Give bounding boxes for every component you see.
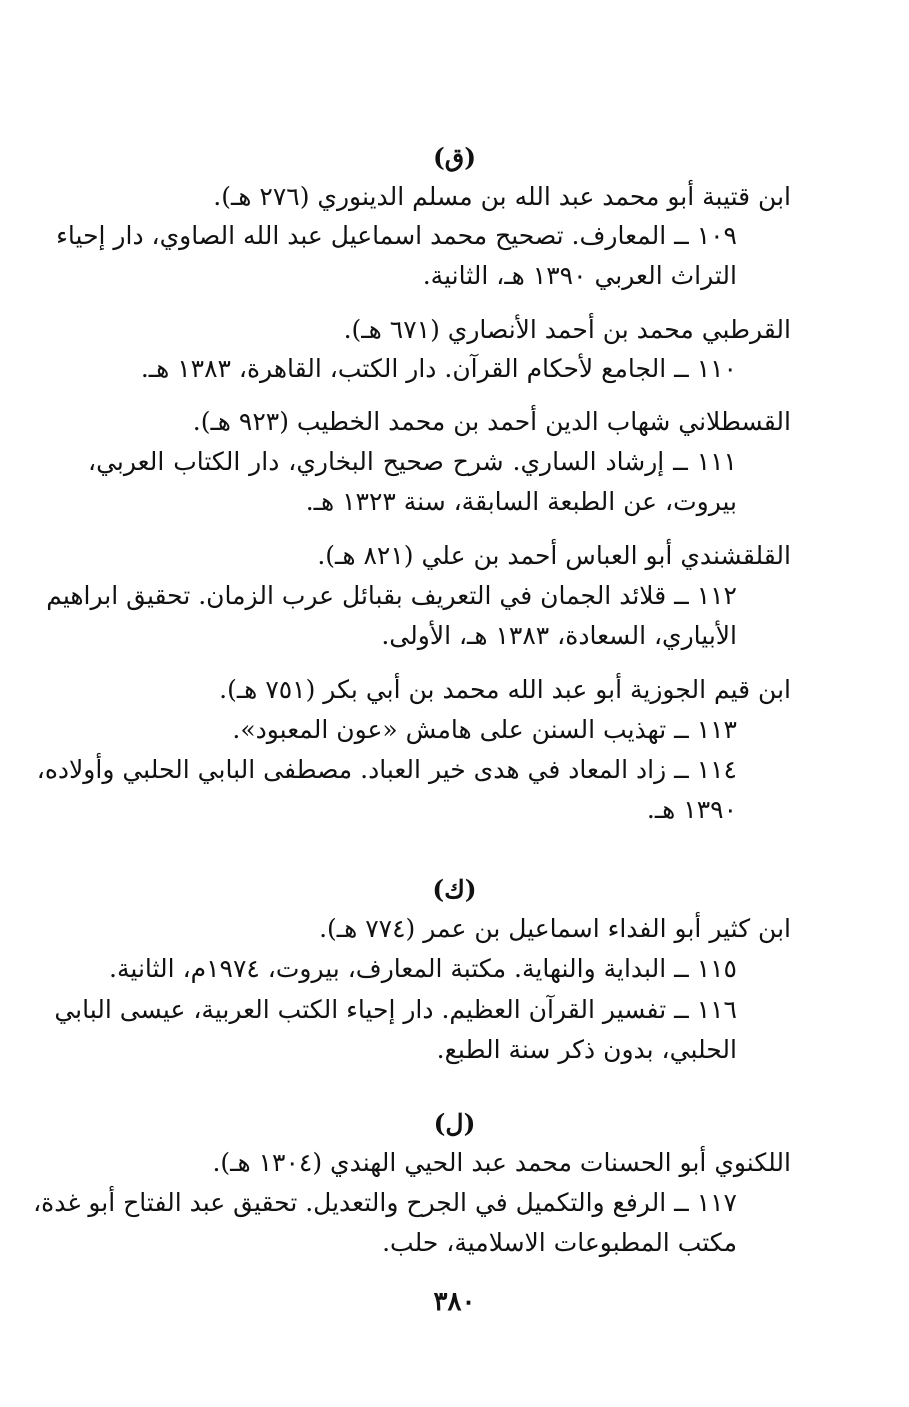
entry-109-line-2: التراث العربي ١٣٩٠ هـ، الثانية. (422, 261, 737, 290)
entry-112-line-1: ١١٢ ــ قلائد الجمان في التعريف بقبائل عرب الزمان. تحقيق ابراهيم (46, 581, 737, 610)
entry-114-line-1: ١١٤ ــ زاد المعاد في هدى خير العباد. مصطفى البابي الحلبي وأولاده، (36, 755, 737, 784)
section-heading-qaf: (ق) (432, 143, 477, 172)
entry-113-line-1: ١١٣ ــ تهذيب السنن على هامش «عون المعبود». (232, 715, 737, 744)
entry-115-line-1: ١١٥ ــ البداية والنهاية. مكتبة المعارف، بيروت، ١٩٧٤م، الثانية. (109, 954, 737, 983)
section-heading-lam: (ل) (433, 1109, 476, 1138)
author-al-qalqashandi: القلقشندي أبو العباس أحمد بن علي (٨٢١ هـ). (317, 541, 791, 570)
entry-114-line-2: ١٣٩٠ هـ. (646, 795, 737, 824)
author-al-qastallani: القسطلاني شهاب الدين أحمد بن محمد الخطيب (٩٢٣ هـ). (192, 407, 791, 436)
section-heading-kaf: (ك) (432, 875, 477, 904)
entry-111-line-1: ١١١ ــ إرشاد الساري. شرح صحيح البخاري، دار الكتاب العربي، (88, 447, 737, 476)
entry-109-line-1: ١٠٩ ــ المعارف. تصحيح محمد اسماعيل عبد الله الصاوي، دار إحياء (56, 221, 737, 250)
author-ibn-qayyim: ابن قيم الجوزية أبو عبد الله محمد بن أبي بكر (٧٥١ هـ). (219, 675, 791, 704)
entry-117-line-1: ١١٧ ــ الرفع والتكميل في الجرح والتعديل. تحقيق عبد الفتاح أبو غدة، (33, 1188, 737, 1217)
author-ibn-qutaybah: ابن قتيبة أبو محمد عبد الله بن مسلم الدينوري (٢٧٦ هـ). (213, 182, 791, 211)
author-ibn-kathir: ابن كثير أبو الفداء اسماعيل بن عمر (٧٧٤ هـ). (319, 914, 791, 943)
author-al-laknawi: اللكنوي أبو الحسنات محمد عبد الحيي الهندي (١٣٠٤ هـ). (212, 1148, 791, 1177)
entry-116-line-1: ١١٦ ــ تفسير القرآن العظيم. دار إحياء الكتب العربية، عيسى البابي (54, 995, 737, 1024)
entry-112-line-2: الأبياري، السعادة، ١٣٨٣ هـ، الأولى. (381, 621, 737, 650)
entry-110-line-1: ١١٠ ــ الجامع لأحكام القرآن. دار الكتب، القاهرة، ١٣٨٣ هـ. (140, 354, 737, 383)
entry-116-line-2: الحلبي، بدون ذكر سنة الطبع. (436, 1035, 737, 1064)
author-al-qurtubi: القرطبي محمد بن أحمد الأنصاري (٦٧١ هـ). (343, 315, 791, 344)
entry-117-line-2: مكتب المطبوعات الاسلامية، حلب. (382, 1228, 737, 1257)
entry-111-line-2: بيروت، عن الطبعة السابقة، سنة ١٣٢٣ هـ. (305, 487, 737, 516)
page-number: ٣٨٠ (433, 1287, 476, 1317)
